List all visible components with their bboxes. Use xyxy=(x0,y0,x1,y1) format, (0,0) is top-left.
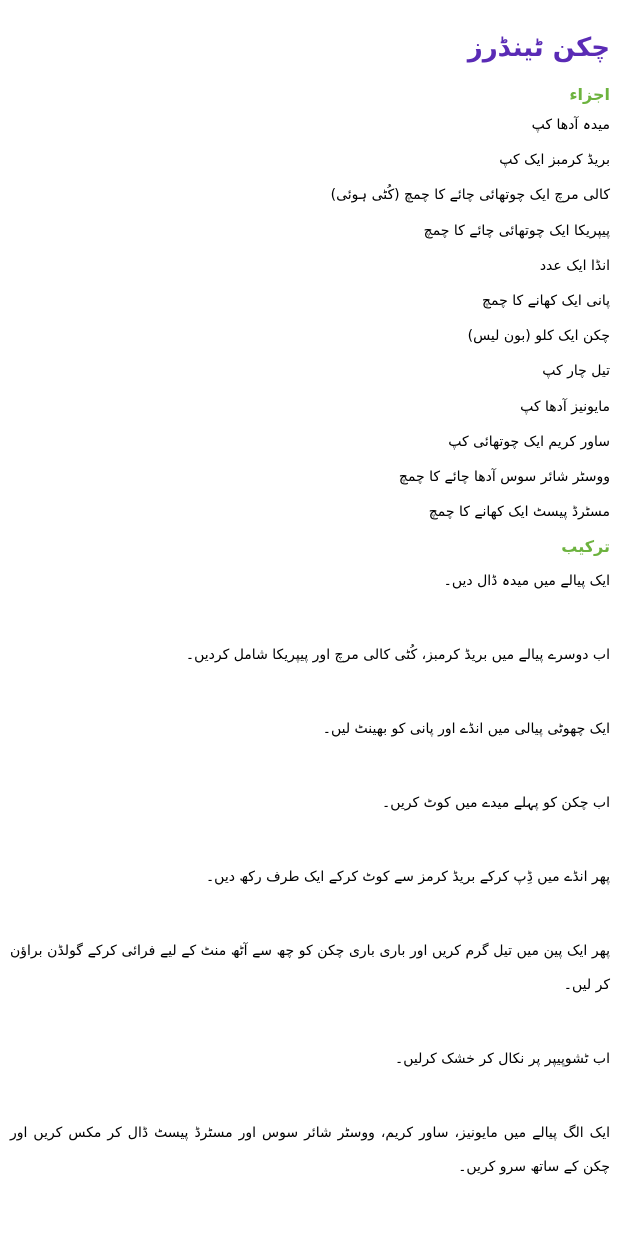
method-heading: ترکیب xyxy=(561,537,610,557)
ingredient-item: انڈا ایک عدد xyxy=(539,257,610,274)
ingredient-item: چکن ایک کلو (بون لیس) xyxy=(467,328,610,345)
method-step: ایک الگ پیالے میں مایونیز، ساور کریم، ووسٹر شائر سوس اور مسٹرڈ پیسٹ ڈال کر مکس کریں اور چکن کے ساتھ سرو کریں۔ xyxy=(10,1125,610,1176)
method-step: ایک پیالے میں میدہ ڈال دیں۔ xyxy=(443,573,610,590)
ingredient-item: پیپریکا ایک چوتھائی چائے کا چمچ xyxy=(423,222,610,239)
method-step: اب چکن کو پہلے میدے میں کوٹ کریں۔ xyxy=(382,795,610,812)
method-steps xyxy=(10,564,610,1184)
ingredient-item: مایونیز آدھا کپ xyxy=(520,398,610,415)
ingredient-item: میدہ آدھا کپ xyxy=(531,117,610,133)
ingredients-heading: اجزاء xyxy=(569,85,610,104)
ingredient-item: تیل چار کپ xyxy=(542,363,610,380)
method-step: پھر انڈے میں ڈِپ کرکے بریڈ کرمز سے کوٹ کرکے ایک طرف رکھ دیں۔ xyxy=(205,869,610,886)
ingredient-item: مسٹرڈ پیسٹ ایک کھانے کا چمچ xyxy=(428,504,610,521)
recipe-title: چکن ٹینڈرز xyxy=(467,33,610,63)
ingredient-item: ووسٹر شائر سوس آدھا چائے کا چمچ xyxy=(398,468,610,485)
ingredient-item: ساور کریم ایک چوتھائی کپ xyxy=(448,433,610,450)
method-step: پھر ایک پین میں تیل گرم کریں اور باری باری چکن کو چھ سے آٹھ منٹ کے لیے فرائی کرکے گولڈن براؤن کر لیں۔ xyxy=(10,943,610,994)
method-step: اب ٹشوپیپر پر نکال کر خشک کرلیں۔ xyxy=(395,1051,610,1068)
method-step: اب دوسرے پیالے میں بریڈ کرمبز، کُٹی کالی مرچ اور پیپریکا شامل کردیں۔ xyxy=(185,647,610,664)
ingredient-item: کالی مرچ ایک چوتھائی چائے کا چمچ (کُٹی ہوئی) xyxy=(330,187,610,204)
ingredient-item: پانی ایک کھانے کا چمچ xyxy=(481,292,610,309)
ingredient-item: بریڈ کرمبز ایک کپ xyxy=(499,152,610,169)
method-step: ایک چھوٹی پیالی میں انڈے اور پانی کو بھینٹ لیں۔ xyxy=(322,721,610,738)
ingredients-list xyxy=(10,112,610,525)
